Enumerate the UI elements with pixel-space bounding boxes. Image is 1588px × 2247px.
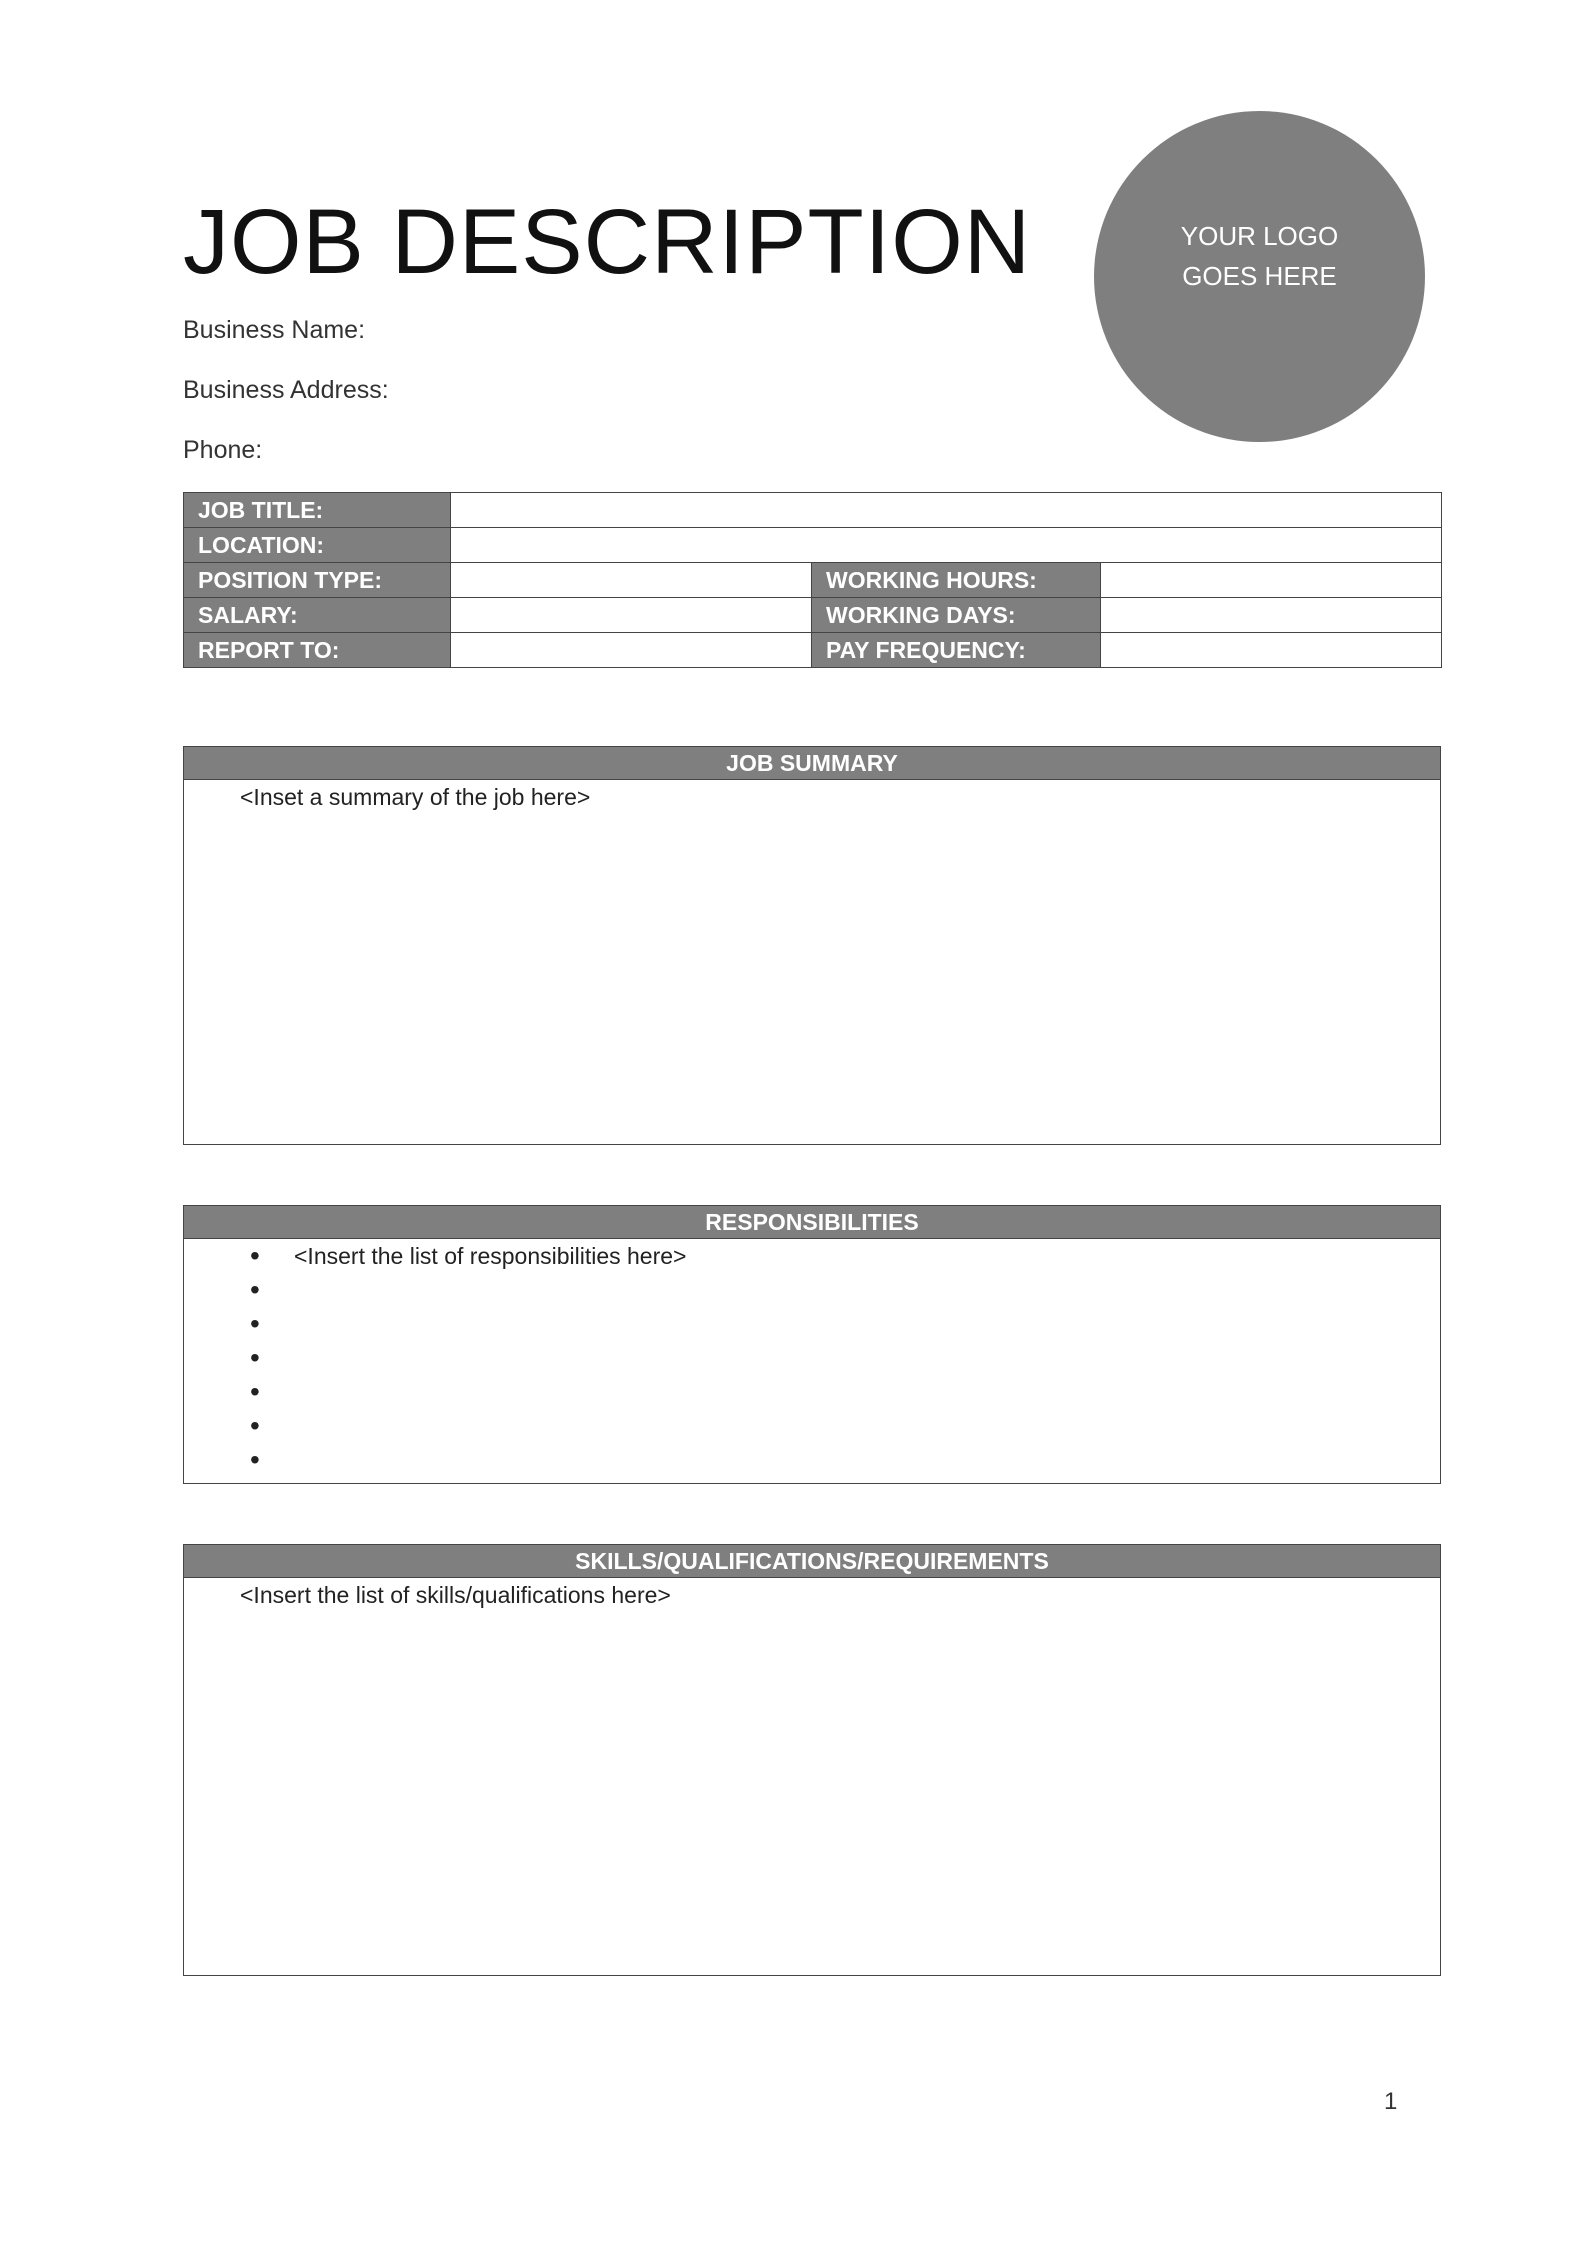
skills-header: SKILLS/QUALIFICATIONS/REQUIREMENTS bbox=[184, 1545, 1440, 1578]
logo-line-2: GOES HERE bbox=[1182, 260, 1337, 291]
bullet-icon: • bbox=[250, 1444, 260, 1475]
document-title: JOB DESCRIPTION bbox=[183, 191, 1032, 293]
bullet-icon: • bbox=[250, 1308, 260, 1339]
bullet-icon: • bbox=[250, 1410, 260, 1441]
logo-placeholder bbox=[1094, 111, 1425, 442]
salary-row bbox=[184, 598, 1442, 633]
working-hours-field[interactable] bbox=[1101, 563, 1442, 598]
responsibilities-list[interactable] bbox=[184, 1239, 1440, 1477]
logo-line-1: YOUR LOGO bbox=[1180, 220, 1339, 251]
phone-label: Phone: bbox=[183, 436, 263, 464]
list-item[interactable] bbox=[240, 1307, 1440, 1341]
salary-field[interactable] bbox=[451, 598, 812, 633]
job-summary-header: JOB SUMMARY bbox=[184, 747, 1440, 780]
position-type-row bbox=[184, 563, 1442, 598]
list-item[interactable] bbox=[240, 1273, 1440, 1307]
responsibilities-section bbox=[183, 1205, 1441, 1484]
position-type-field[interactable] bbox=[451, 563, 812, 598]
page-number: 1 bbox=[1384, 2088, 1398, 2115]
skills-body[interactable]: <Insert the list of skills/qualifications here> bbox=[240, 1582, 671, 1608]
job-title-label: JOB TITLE: bbox=[184, 493, 451, 528]
list-item[interactable] bbox=[240, 1375, 1440, 1409]
working-days-field[interactable] bbox=[1101, 598, 1442, 633]
list-item[interactable] bbox=[240, 1341, 1440, 1375]
location-field[interactable] bbox=[451, 528, 1442, 563]
bullet-icon: • bbox=[250, 1240, 260, 1271]
working-days-label: WORKING DAYS: bbox=[812, 598, 1101, 633]
list-item[interactable] bbox=[240, 1239, 1440, 1273]
job-title-field[interactable] bbox=[451, 493, 1442, 528]
report-to-label: REPORT TO: bbox=[184, 633, 451, 668]
business-name-label: Business Name: bbox=[183, 316, 366, 344]
report-to-field[interactable] bbox=[451, 633, 812, 668]
skills-section bbox=[183, 1544, 1441, 1976]
pay-frequency-label: PAY FREQUENCY: bbox=[812, 633, 1101, 668]
pay-frequency-field[interactable] bbox=[1101, 633, 1442, 668]
location-row bbox=[184, 528, 1442, 563]
location-label: LOCATION: bbox=[184, 528, 451, 563]
position-type-label: POSITION TYPE: bbox=[184, 563, 451, 598]
responsibilities-header: RESPONSIBILITIES bbox=[184, 1206, 1440, 1239]
job-summary-body[interactable]: <Inset a summary of the job here> bbox=[240, 784, 591, 810]
working-hours-label: WORKING HOURS: bbox=[812, 563, 1101, 598]
report-to-row bbox=[184, 633, 1442, 668]
job-info-table bbox=[183, 492, 1442, 668]
job-summary-section bbox=[183, 746, 1441, 1145]
list-item[interactable] bbox=[240, 1443, 1440, 1477]
list-item[interactable] bbox=[240, 1409, 1440, 1443]
business-address-label: Business Address: bbox=[183, 376, 389, 404]
bullet-icon: • bbox=[250, 1274, 260, 1305]
job-title-row bbox=[184, 493, 1442, 528]
salary-label: SALARY: bbox=[184, 598, 451, 633]
bullet-icon: • bbox=[250, 1342, 260, 1373]
bullet-icon: • bbox=[250, 1376, 260, 1407]
list-item-text: <Insert the list of responsibilities here> bbox=[294, 1243, 687, 1269]
